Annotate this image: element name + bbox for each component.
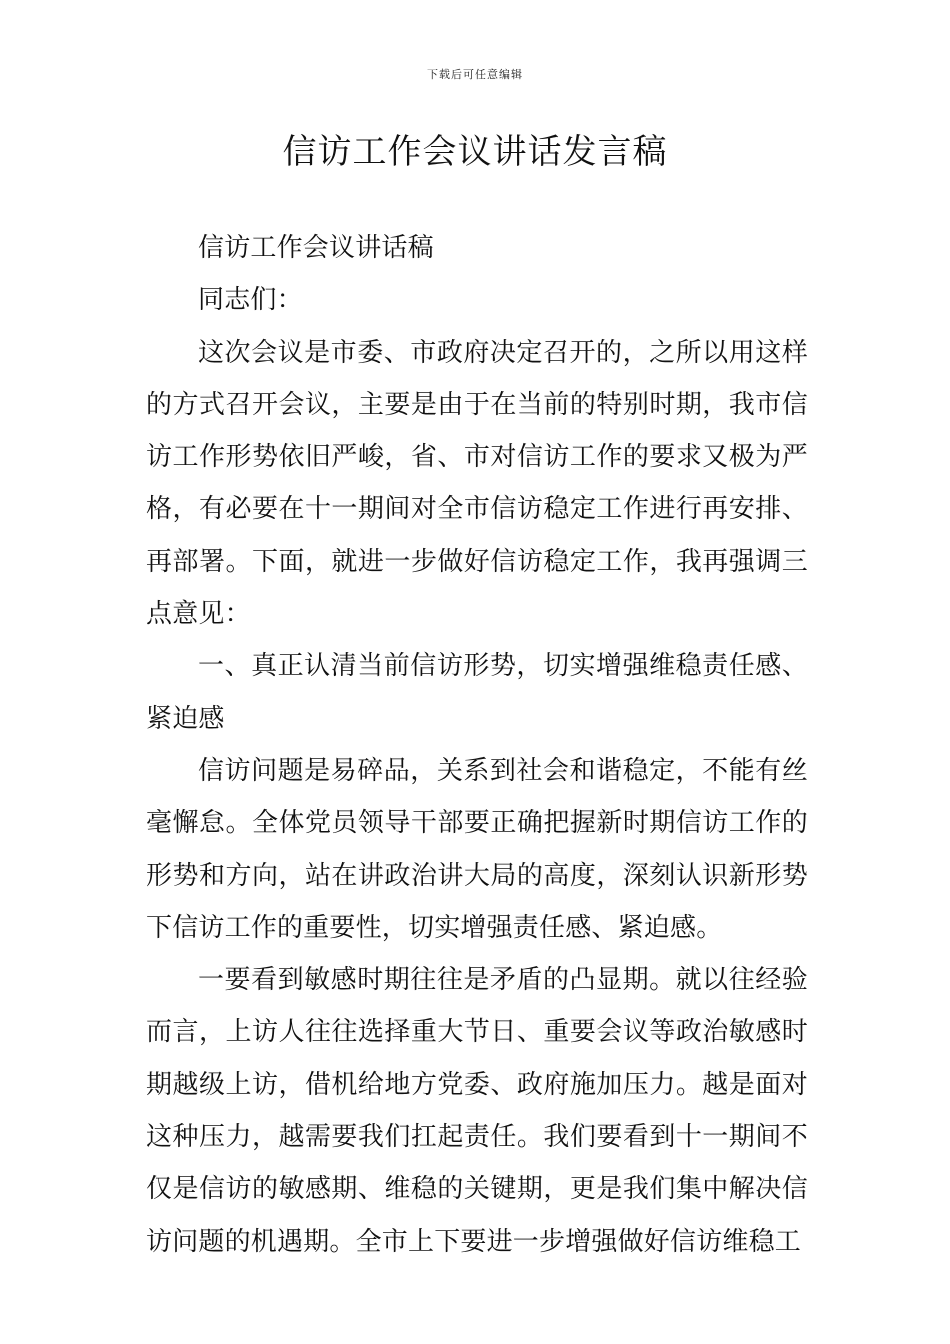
paragraph-intro: 这次会议是市委、市政府决定召开的，之所以用这样的方式召开会议，主要是由于在当前的特别时期，我市信访工作形势依旧严峻，省、市对信访工作的要求又极为严格，有必要在十一期间对全市信访稳定工作进行再安排、再部署。下面，就进一步做好信访稳定工作，我再强调三点意见： xyxy=(146,337,808,630)
paragraph-section-heading: 一、真正认清当前信访形势，切实增强维稳责任感、紧迫感 xyxy=(146,651,808,734)
paragraph-point-one: 一要看到敏感时期往往是矛盾的凸显期。就以往经验而言，上访人往往选择重大节日、重要会议等政治敏感时期越级上访，借机给地方党委、政府施加压力。越是面对这种压力，越需要我们扛起责任。我们要看到十一期间不仅是信访的敏感期、维稳的关键期，更是我们集中解决信访问题的机遇期。全市上下要进一步增强做好信访维稳工 xyxy=(146,965,808,1257)
paragraph-salutation: 同志们： xyxy=(198,285,303,316)
header-note: 下载后可任意编辑 xyxy=(427,68,523,81)
document-title: 信访工作会议讲话发言稿 xyxy=(282,132,668,172)
paragraph-section-body: 信访问题是易碎品，关系到社会和谐稳定，不能有丝毫懈怠。全体党员领导干部要正确把握新时期信访工作的形势和方向，站在讲政治讲大局的高度，深刻认识新形势下信访工作的重要性，切实增强责任感、紧迫感。 xyxy=(146,755,808,943)
document-body xyxy=(146,222,808,1268)
paragraph-subtitle: 信访工作会议讲话稿 xyxy=(198,233,434,263)
